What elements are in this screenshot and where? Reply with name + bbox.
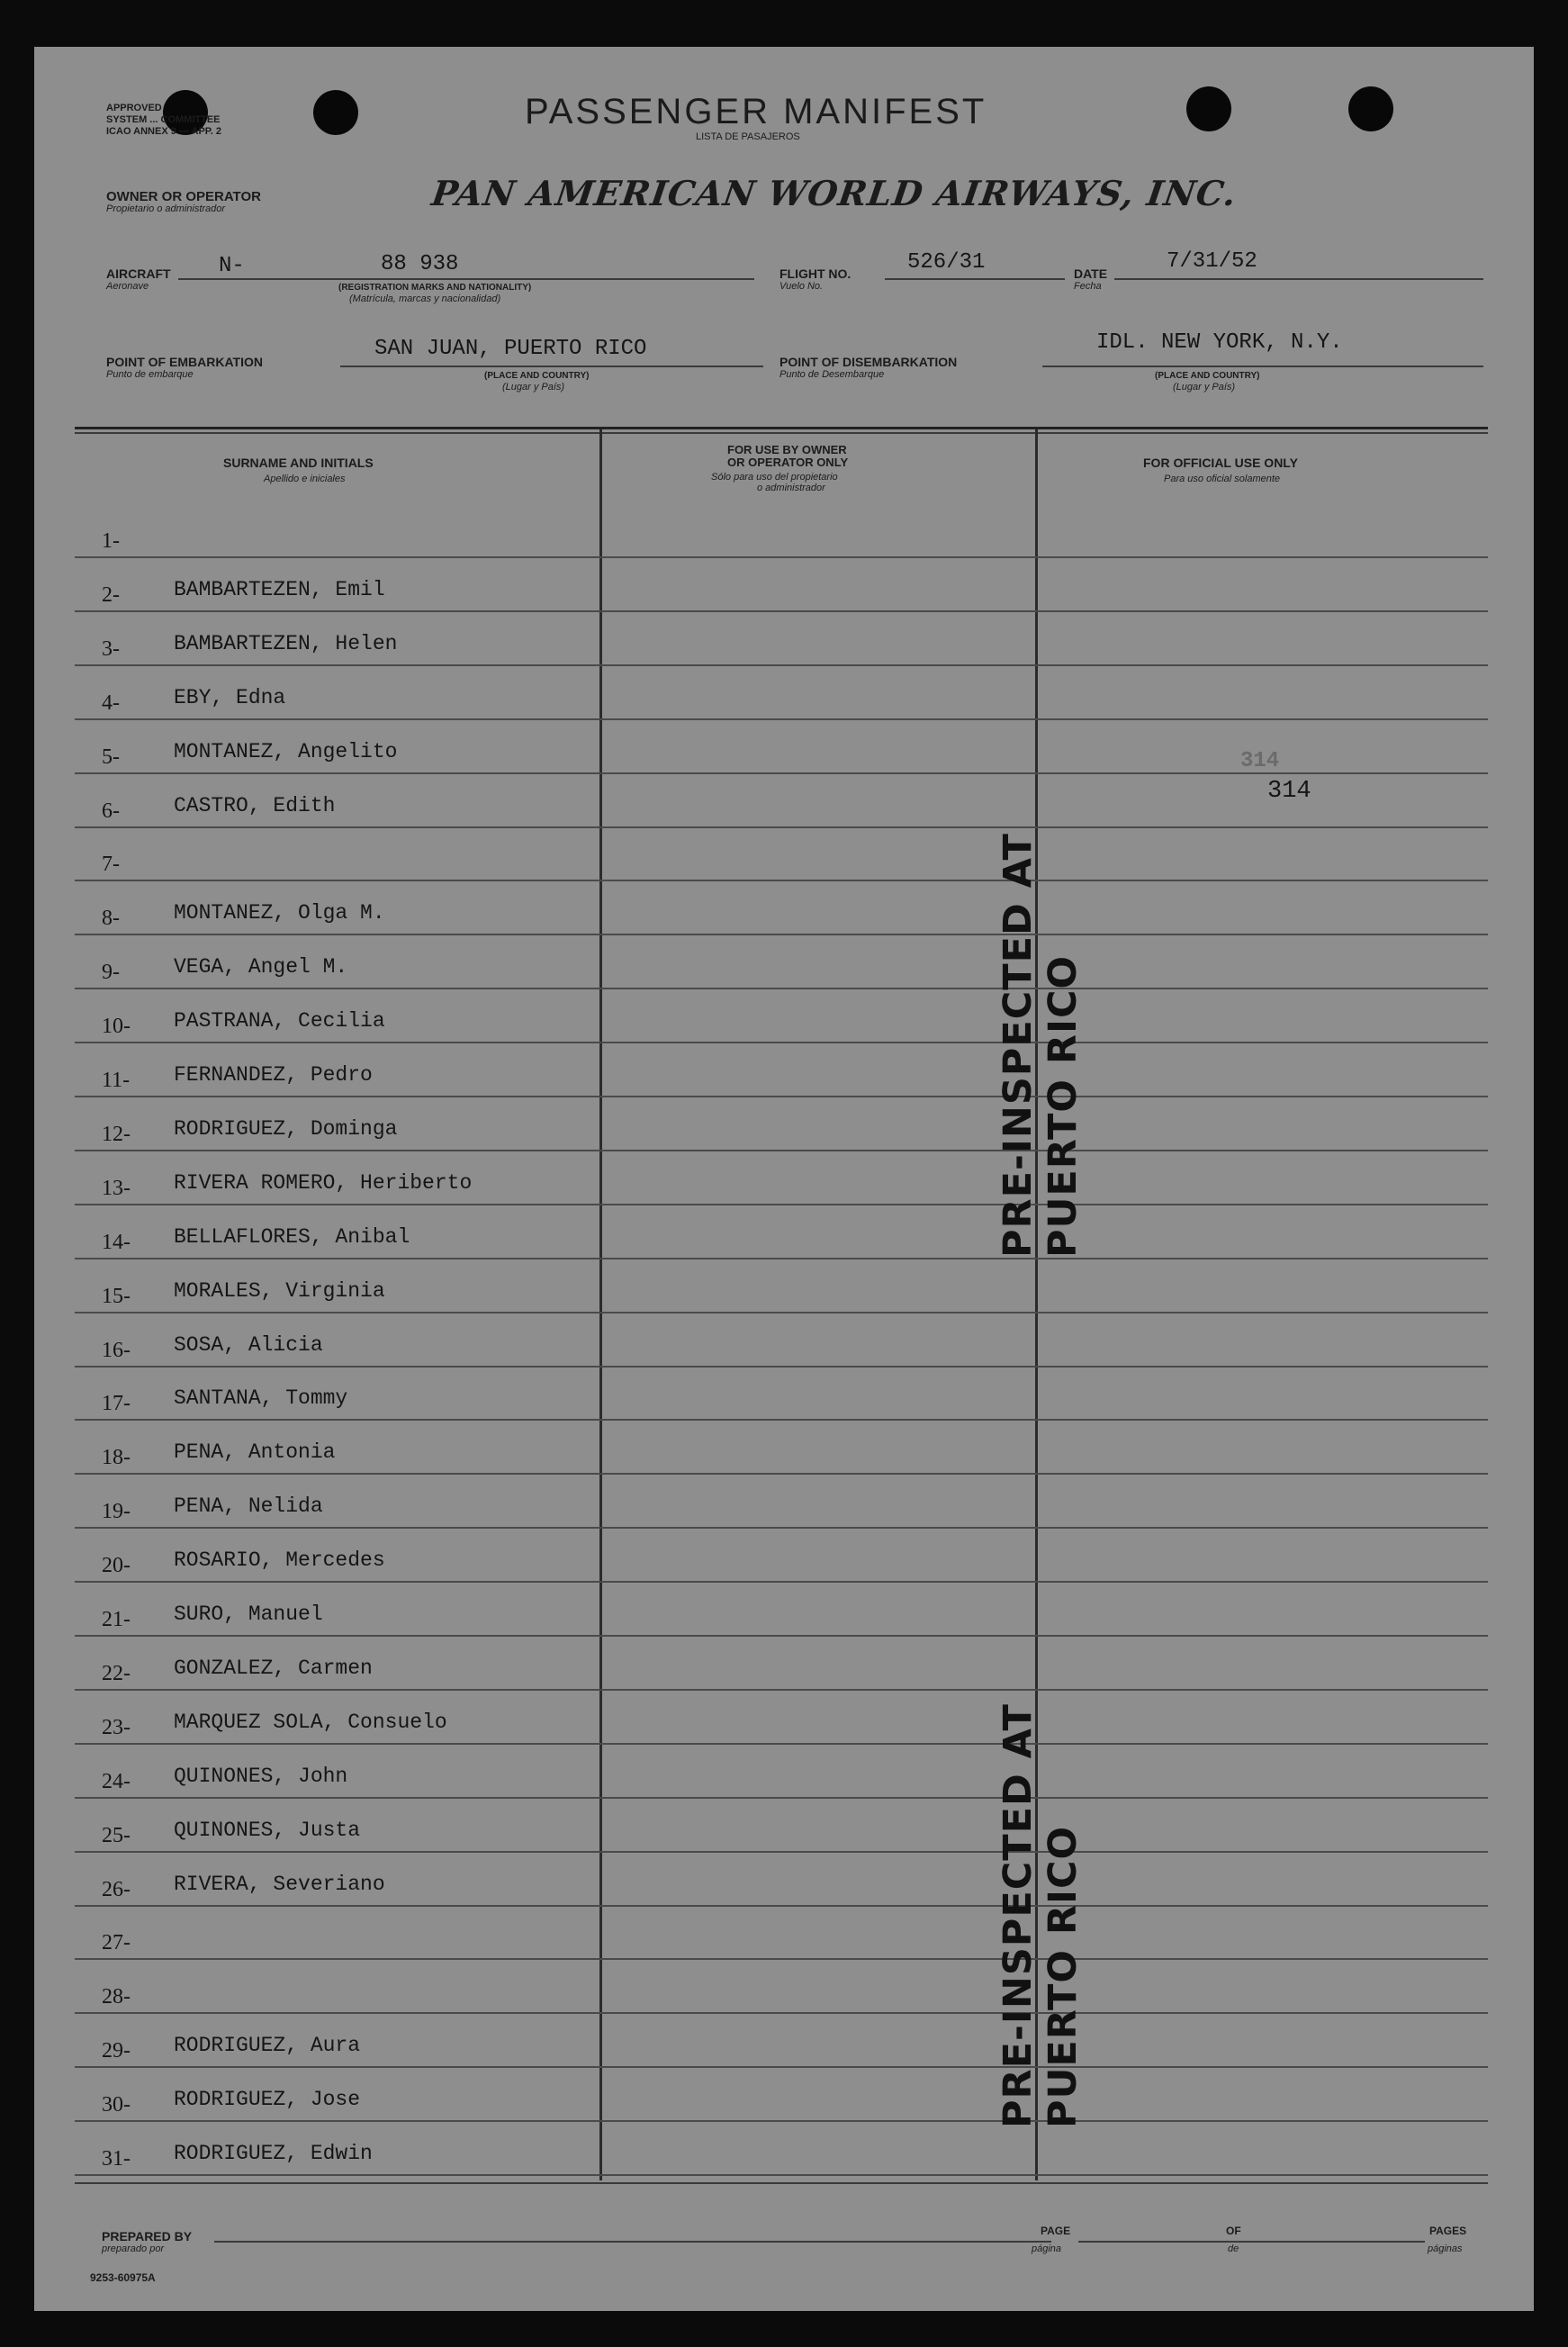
column-header-official-es: Para uso oficial solamente: [1164, 474, 1281, 484]
row-line: [75, 934, 1488, 935]
aircraft-note: (REGISTRATION MARKS AND NATIONALITY): [338, 283, 532, 293]
row-number: 25-: [102, 1824, 131, 1847]
row-line: [75, 556, 1488, 558]
form-number: 9253-60975A: [90, 2271, 156, 2284]
disembarkation-underline: [1042, 366, 1483, 367]
passenger-name: GONZALEZ, Carmen: [174, 1656, 373, 1680]
row-line: [75, 1419, 1488, 1421]
official-mark-faint: 314: [1240, 749, 1280, 773]
passenger-name: SURO, Manuel: [174, 1602, 323, 1626]
passenger-name: VEGA, Angel M.: [174, 955, 348, 979]
passenger-name: RODRIGUEZ, Dominga: [174, 1117, 398, 1141]
row-line: [75, 826, 1488, 828]
punch-hole: [1186, 86, 1231, 131]
row-number: 16-: [102, 1339, 131, 1362]
row-line: [75, 718, 1488, 720]
table-bottom-border: [75, 2182, 1488, 2184]
date-label-es: Fecha: [1074, 281, 1102, 292]
row-number: 24-: [102, 1770, 131, 1793]
row-number: 28-: [102, 1985, 131, 2008]
row-number: 7-: [102, 853, 120, 876]
row-line: [75, 1258, 1488, 1259]
passenger-name: SANTANA, Tommy: [174, 1386, 348, 1410]
row-number: 20-: [102, 1554, 131, 1577]
pages-label-es: páginas: [1428, 2243, 1463, 2254]
row-number: 11-: [102, 1069, 131, 1092]
embarkation-label-es: Punto de embarque: [106, 369, 194, 380]
aircraft-prefix: N-: [219, 254, 245, 278]
row-number: 27-: [102, 1931, 131, 1954]
disembarkation-note-es: (Lugar y País): [1173, 382, 1236, 393]
passenger-name: BELLAFLORES, Anibal: [174, 1225, 410, 1249]
aircraft-note-es: (Matrícula, marcas y nacionalidad): [349, 293, 501, 304]
row-line: [75, 1635, 1488, 1637]
row-line: [75, 664, 1488, 666]
row-number: 26-: [102, 1878, 131, 1901]
row-line: [75, 1581, 1488, 1583]
pre-inspected-stamp-2: PRE-INSPECTED AT PUERTO RICO: [996, 1703, 1086, 2128]
page-label-es: página: [1032, 2243, 1062, 2254]
passenger-name: QUINONES, John: [174, 1765, 348, 1788]
page-underline: [1078, 2241, 1249, 2243]
disembarkation-value: IDL. NEW YORK, N.Y.: [1096, 330, 1343, 355]
passenger-name: MONTANEZ, Olga M.: [174, 901, 385, 925]
column-header-official: FOR OFFICIAL USE ONLY: [1143, 456, 1298, 470]
table-top-border: [75, 427, 1488, 429]
passenger-name: EBY, Edna: [174, 686, 286, 709]
operator-value: PAN AMERICAN WORLD AIRWAYS, INC.: [428, 173, 1240, 213]
row-number: 19-: [102, 1500, 131, 1523]
pre-inspected-stamp-1: PRE-INSPECTED AT PUERTO RICO: [996, 833, 1086, 1258]
aircraft-registration: 88 938: [381, 252, 459, 276]
passenger-name: RIVERA, Severiano: [174, 1873, 385, 1896]
punch-hole: [1348, 86, 1393, 131]
row-number: 3-: [102, 637, 120, 661]
column-header-surname: SURNAME AND INITIALS: [223, 456, 374, 470]
passenger-name: PASTRANA, Cecilia: [174, 1009, 385, 1033]
flight-number: 526/31: [907, 250, 986, 275]
manifest-sheet: [34, 47, 1534, 2311]
row-number: 10-: [102, 1015, 131, 1038]
row-line: [75, 880, 1488, 881]
passenger-name: RIVERA ROMERO, Heriberto: [174, 1171, 473, 1195]
passenger-name: BAMBARTEZEN, Helen: [174, 632, 398, 655]
passenger-name: CASTRO, Edith: [174, 794, 336, 817]
of-underline: [1249, 2241, 1425, 2243]
approval-line-1: APPROVED: [106, 103, 162, 113]
disembarkation-label-es: Punto de Desembarque: [779, 369, 885, 380]
prepared-by-label: PREPARED BY: [102, 2229, 193, 2243]
row-number: 4-: [102, 691, 120, 715]
row-number: 6-: [102, 799, 120, 823]
page-title: PASSENGER MANIFEST: [525, 92, 987, 131]
passenger-name: MONTANEZ, Angelito: [174, 740, 398, 763]
aircraft-underline: [178, 278, 754, 280]
passenger-name: MORALES, Virginia: [174, 1279, 385, 1303]
passenger-name: RODRIGUEZ, Aura: [174, 2034, 361, 2057]
column-header-operator-es: Sólo para uso del propietario: [711, 472, 838, 483]
row-line: [75, 1096, 1488, 1097]
row-line: [75, 1851, 1488, 1853]
flight-label: FLIGHT NO.: [779, 266, 852, 281]
row-number: 15-: [102, 1285, 131, 1308]
flight-underline: [885, 278, 1065, 280]
row-line: [75, 1042, 1488, 1043]
column-header-operator-b: OR OPERATOR ONLY: [727, 456, 849, 469]
approval-line-3: ICAO ANNEX 9 — APP. 2: [106, 126, 221, 137]
passenger-name: MARQUEZ SOLA, Consuelo: [174, 1711, 447, 1734]
row-number: 8-: [102, 907, 120, 930]
column-header-operator-es-b: o administrador: [757, 483, 825, 493]
column-divider-1: [599, 429, 602, 2180]
row-number: 31-: [102, 2147, 131, 2171]
row-number: 9-: [102, 961, 120, 984]
embarkation-underline: [340, 366, 763, 367]
row-line: [75, 2120, 1488, 2122]
row-line: [75, 988, 1488, 989]
official-mark: 314: [1267, 778, 1311, 805]
pages-label: PAGES: [1429, 2225, 1467, 2237]
row-line: [75, 1473, 1488, 1475]
date-underline: [1114, 278, 1483, 280]
punch-hole: [313, 90, 358, 135]
row-number: 22-: [102, 1662, 131, 1685]
row-number: 17-: [102, 1392, 131, 1415]
page-label: PAGE: [1041, 2225, 1071, 2237]
row-number: 12-: [102, 1123, 131, 1146]
passenger-name: RODRIGUEZ, Edwin: [174, 2142, 373, 2165]
row-number: 18-: [102, 1446, 131, 1469]
row-number: 30-: [102, 2093, 131, 2117]
aircraft-label-es: Aeronave: [106, 281, 149, 292]
approval-line-2: SYSTEM ... COMMITTEE: [106, 114, 221, 125]
row-number: 1-: [102, 529, 120, 553]
passenger-name: RODRIGUEZ, Jose: [174, 2088, 361, 2111]
row-line: [75, 1743, 1488, 1745]
passenger-name: PENA, Antonia: [174, 1440, 336, 1464]
row-line: [75, 1150, 1488, 1151]
row-line: [75, 1689, 1488, 1691]
date-label: DATE: [1074, 266, 1108, 281]
of-label: OF: [1226, 2225, 1241, 2237]
passenger-name: SOSA, Alicia: [174, 1333, 323, 1357]
row-number: 14-: [102, 1231, 131, 1254]
embarkation-label: POINT OF EMBARKATION: [106, 355, 263, 369]
disembarkation-note: (PLACE AND COUNTRY): [1155, 371, 1260, 381]
embarkation-value: SAN JUAN, PUERTO RICO: [374, 337, 647, 361]
column-header-operator: FOR USE BY OWNER: [727, 443, 847, 456]
of-label-es: de: [1228, 2243, 1239, 2254]
passenger-name: QUINONES, Justa: [174, 1819, 361, 1842]
column-header-surname-es: Apellido e iniciales: [264, 474, 346, 484]
row-line: [75, 610, 1488, 612]
page-subtitle: LISTA DE PASAJEROS: [696, 131, 800, 142]
row-line: [75, 1366, 1488, 1368]
row-number: 29-: [102, 2039, 131, 2063]
row-number: 23-: [102, 1716, 131, 1739]
passenger-name: BAMBARTEZEN, Emil: [174, 578, 385, 601]
row-line: [75, 2012, 1488, 2014]
row-number: 13-: [102, 1177, 131, 1200]
row-line: [75, 2066, 1488, 2068]
row-line: [75, 1797, 1488, 1799]
embarkation-note: (PLACE AND COUNTRY): [484, 371, 590, 381]
prepared-by-underline: [214, 2241, 1051, 2243]
table-top-border-inner: [75, 432, 1488, 434]
row-number: 5-: [102, 745, 120, 769]
row-line: [75, 1905, 1488, 1907]
disembarkation-label: POINT OF DISEMBARKATION: [779, 355, 958, 369]
prepared-by-label-es: preparado por: [102, 2243, 165, 2254]
row-line: [75, 1958, 1488, 1960]
passenger-name: PENA, Nelida: [174, 1494, 323, 1518]
row-number: 2-: [102, 583, 120, 607]
embarkation-note-es: (Lugar y País): [502, 382, 565, 393]
date-value: 7/31/52: [1167, 249, 1257, 274]
passenger-name: ROSARIO, Mercedes: [174, 1548, 385, 1572]
row-line: [75, 2174, 1488, 2176]
operator-label: OWNER OR OPERATOR: [106, 189, 261, 204]
passenger-name: FERNANDEZ, Pedro: [174, 1063, 373, 1087]
row-line: [75, 1312, 1488, 1313]
aircraft-label: AIRCRAFT: [106, 266, 171, 281]
row-number: 21-: [102, 1608, 131, 1631]
row-line: [75, 1527, 1488, 1529]
row-line: [75, 1204, 1488, 1205]
operator-label-es: Propietario o administrador: [106, 203, 226, 214]
flight-label-es: Vuelo No.: [779, 281, 824, 292]
